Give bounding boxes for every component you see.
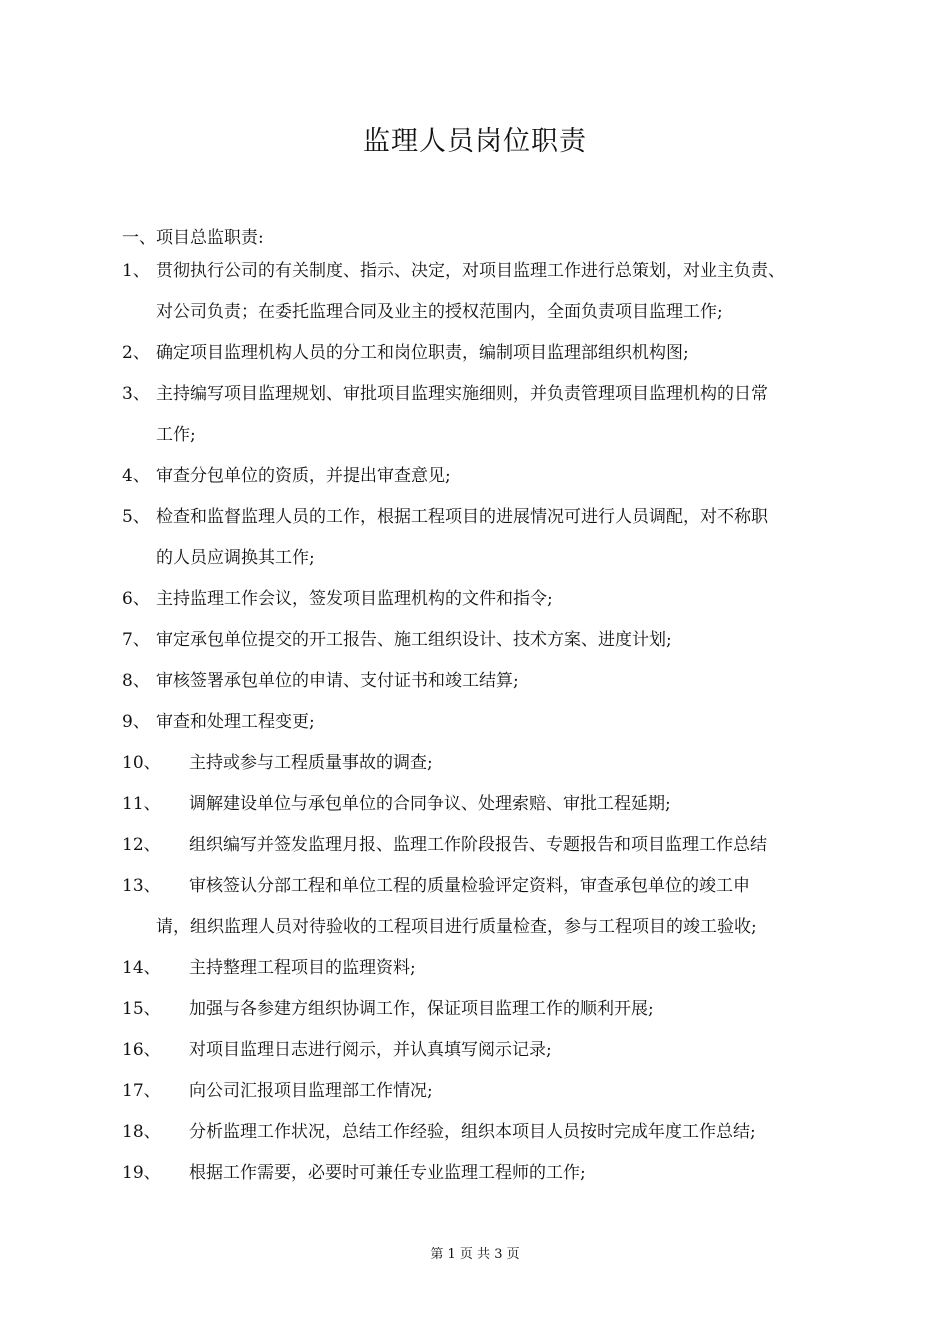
list-item-text: 的人员应调换其工作; [156,548,315,568]
list-item-text: 对项目监理日志进行阅示，并认真填写阅示记录; [189,1040,552,1060]
list-item-number: 9、 [122,712,150,732]
list-item-first-line [122,374,834,415]
list-item [122,702,834,743]
list-item [122,251,834,333]
list-item-number: 8、 [122,671,150,691]
list-item-text: 审查和处理工程变更; [156,712,315,732]
list-item-first-line [122,784,834,825]
section-heading: 一、项目总监职责: [122,228,264,248]
list-item-number: 13、 [122,876,161,896]
list-item-first-line [122,661,834,702]
list-item-text: 主持编写项目监理规划、审批项目监理实施细则，并负责管理项目监理机构的日常 [156,384,768,404]
page-title: 监理人员岗位职责 [363,126,587,157]
list-item [122,784,834,825]
list-item-number: 6、 [122,589,150,609]
list-item [122,456,834,497]
list-item-text: 主持监理工作会议，签发项目监理机构的文件和指令; [156,589,553,609]
list-item-first-line [122,743,834,784]
list-item [122,1153,834,1194]
list-item-number: 7、 [122,630,150,650]
list-item-number: 2、 [122,343,150,363]
list-item-text: 对公司负责；在委托监理合同及业主的授权范围内，全面负责项目监理工作; [156,302,723,322]
list-item-number: 10、 [122,753,161,773]
list-item-first-line [122,497,834,538]
list-item-first-line [122,989,834,1030]
list-item-text: 向公司汇报项目监理部工作情况; [189,1081,433,1101]
list-item-first-line [122,1112,834,1153]
list-item-continuation [122,907,834,948]
page-footer: 第 1 页 共 3 页 [430,1247,520,1262]
list-item [122,743,834,784]
list-item-text: 工作; [156,425,196,445]
list-item-number: 19、 [122,1163,161,1183]
list-item [122,1112,834,1153]
list-item-number: 15、 [122,999,161,1019]
list-item [122,1030,834,1071]
list-item-text: 贯彻执行公司的有关制度、指示、决定，对项目监理工作进行总策划，对业主负责、 [156,261,785,281]
list-item-first-line [122,1030,834,1071]
list-item-text: 审核签署承包单位的申请、支付证书和竣工结算; [156,671,519,691]
list-item-first-line [122,456,834,497]
list-item-text: 调解建设单位与承包单位的合同争议、处理索赔、审批工程延期; [189,794,671,814]
list-item-number: 1、 [122,261,150,281]
list-item [122,661,834,702]
list-item-text: 请，组织监理人员对待验收的工程项目进行质量检查，参与工程项目的竣工验收; [156,917,757,937]
list-item-number: 5、 [122,507,150,527]
list-item-first-line [122,620,834,661]
list-item [122,989,834,1030]
list-item [122,374,834,456]
list-item-number: 18、 [122,1122,161,1142]
list-item-continuation [122,292,834,333]
list-item-first-line [122,948,834,989]
list-item-first-line [122,1071,834,1112]
list-item-continuation [122,538,834,579]
list-item-text: 根据工作需要，必要时可兼任专业监理工程师的工作; [189,1163,586,1183]
list-item-text: 分析监理工作状况，总结工作经验，组织本项目人员按时完成年度工作总结; [189,1122,756,1142]
list-item-number: 4、 [122,466,150,486]
list-item-first-line [122,333,834,374]
list-item-text: 主持或参与工程质量事故的调查; [189,753,433,773]
list-item [122,866,834,948]
list-item [122,333,834,374]
list-item-text: 组织编写并签发监理月报、监理工作阶段报告、专题报告和项目监理工作总结 [189,835,767,855]
list-item-text: 审核签认分部工程和单位工程的质量检验评定资料，审查承包单位的竣工申 [189,876,750,896]
list-item-first-line [122,1153,834,1194]
list-item-continuation [122,415,834,456]
list-item-first-line [122,579,834,620]
list-item-text: 审查分包单位的资质，并提出审查意见; [156,466,451,486]
list-item [122,579,834,620]
list-item-first-line [122,702,834,743]
list-item-number: 3、 [122,384,150,404]
list-item [122,620,834,661]
list-item-first-line [122,251,834,292]
list-item-text: 检查和监督监理人员的工作，根据工程项目的进展情况可进行人员调配，对不称职 [156,507,768,527]
list-item [122,497,834,579]
list-item-text: 确定项目监理机构人员的分工和岗位职责，编制项目监理部组织机构图; [156,343,689,363]
list-item [122,948,834,989]
list-item-number: 16、 [122,1040,161,1060]
list-item-text: 审定承包单位提交的开工报告、施工组织设计、技术方案、进度计划; [156,630,672,650]
list-item-first-line [122,825,834,866]
list-item-first-line [122,866,834,907]
list-item-number: 14、 [122,958,161,978]
list-item-number: 12、 [122,835,161,855]
list-item [122,1071,834,1112]
list-item-number: 17、 [122,1081,161,1101]
list-item-text: 主持整理工程项目的监理资料; [189,958,416,978]
list-item-number: 11、 [122,794,161,814]
list-item [122,825,834,866]
list-item-text: 加强与各参建方组织协调工作，保证项目监理工作的顺利开展; [189,999,654,1019]
